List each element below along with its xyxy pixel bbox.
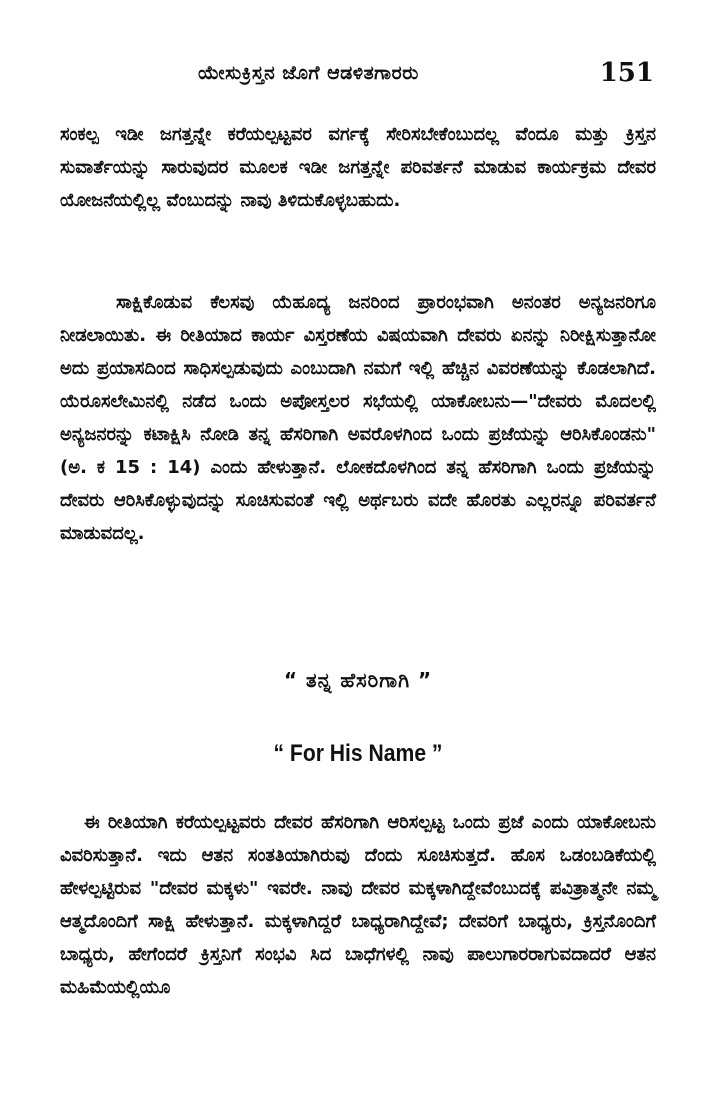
- section-heading-kannada: “ ತನ್ನ ಹೆಸರಿಗಾಗಿ ”: [283, 668, 433, 692]
- page-header: [60, 58, 656, 94]
- running-title: ಯೇಸುಕ್ರಿಸ್ತನ ಜೊಗೆ ಆಡಳಿತಗಾರರು: [198, 62, 419, 84]
- paragraph-3: ಈ ರೀತಿಯಾಗಿ ಕರೆಯಲ್ಪಟ್ಟವರು ದೇವರ ಹೆಸರಿಗಾಗಿ ಆರಿಸಲ್ಪಟ್ಟ ಒಂದು ಪ್ರಜೆ ಎಂದು ಯಾಕೋಬನು ವಿವರಿಸುತ್ತಾನೆ. ಇದು ಆತನ ಸಂತತಿಯಾಗಿರುವು ದೆಂದು ಸೂಚಿಸುತ್ತದೆ. ಹೊಸ ಒಡಂಬಡಿಕೆಯಲ್ಲಿ ಹೇಳಲ್ಪಟ್ಟಿರುವ "ದೇವರ ಮಕ್ಕಳು" ಇವರೇ. ನಾವು ದೇವರ ಮಕ್ಕಳಾಗಿದ್ದೇವೆಂಬುದಕ್ಕೆ ಪವಿತ್ರಾತ್ಮನೇ ನಮ್ಮ ಆತ್ಮದೊಂದಿಗೆ ಸಾಕ್ಷಿ ಹೇಳುತ್ತಾನೆ. ಮಕ್ಕಳಾಗಿದ್ದರೆ ಬಾಧ್ಯರಾಗಿದ್ದೇವೆ; ದೇವರಿಗೆ ಬಾಧ್ಯರು, ಕ್ರಿಸ್ತನೊಂದಿಗೆ ಬಾಧ್ಯರು, ಹೇಗೆಂದರೆ ಕ್ರಿಸ್ತನಿಗೆ ಸಂಭವಿ ಸಿದ ಬಾಧೆಗಳಲ್ಲಿ ನಾವು ಪಾಲುಗಾರರಾಗುವದಾದರೆ ಆತನ ಮಹಿಮೆಯಲ್ಲಿಯೂ: [60, 812, 656, 998]
- paragraph-2: ಸಾಕ್ಷಿಕೊಡುವ ಕೆಲಸವು ಯೆಹೂದ್ಯ ಜನರಿಂದ ಪ್ರಾರಂಭವಾಗಿ ಅನಂತರ ಅನ್ಯಜನರಿಗೂ ನೀಡಲಾಯಿತು. ಈ ರೀತಿಯಾದ ಕಾರ್ಯ ವಿಸ್ತರಣೆಯ ವಿಷಯವಾಗಿ ದೇವರು ಏನನ್ನು ನಿರೀಕ್ಷಿಸುತ್ತಾನೋ ಅದು ಪ್ರಯಾಸದಿಂದ ಸಾಧಿಸಲ್ಪಡುವುದು ಎಂಬುದಾಗಿ ನಮಗೆ ಇಲ್ಲಿ ಹೆಚ್ಚಿನ ವಿವರಣೆಯನ್ನು ಕೊಡಲಾಗಿದೆ. ಯೆರೂಸಲೇಮಿನಲ್ಲಿ ನಡೆದ ಒಂದು ಅಪೋಸ್ತಲರ ಸಭೆಯಲ್ಲಿ ಯಾಕೋಬನು—"ದೇವರು ಮೊದಲಲ್ಲಿ ಅನ್ಯಜನರನ್ನು ಕಟಾಕ್ಷಿಸಿ ನೋಡಿ ತನ್ನ ಹೆಸರಿಗಾಗಿ ಅವರೊಳಗಿಂದ ಒಂದು ಪ್ರಜೆಯನ್ನು ಆರಿಸಿಕೊಂಡನು" (ಅ. ಕ 15 : 14) ಎಂದು ಹೇಳುತ್ತಾನೆ. ಲೋಕದೊಳಗಿಂದ ತನ್ನ ಹೆಸರಿಗಾಗಿ ಒಂದು ಪ್ರಜೆಯನ್ನು ದೇವರು ಆರಿಸಿಕೊಳ್ಳುವುದನ್ನು ಸೂಚಿಸುವಂತೆ ಇಲ್ಲಿ ಅರ್ಥಬರು ವದೇ ಹೊರತು ಎಲ್ಲರನ್ನೂ ಪರಿವರ್ತನೆ ಮಾಡುವದಲ್ಲ.: [60, 292, 656, 544]
- section-heading-english: “ For His Name ”: [273, 740, 443, 767]
- paragraph-1: ಸಂಕಲ್ಪ ಇಡೀ ಜಗತ್ತನ್ನೇ ಕರೆಯಲ್ಪಟ್ಟವರ ವರ್ಗಕ್ಕೆ ಸೇರಿಸಬೇಕೆಂಬುದಲ್ಲ ವೆಂದೂ ಮತ್ತು ಕ್ರಿಸ್ತನ ಸುವಾರ್ತೆಯನ್ನು ಸಾರುವುದರ ಮೂಲಕ ಇಡೀ ಜಗತ್ತನ್ನೇ ಪರಿವರ್ತನೆ ಮಾಡುವ ಕಾರ್ಯಕ್ರಮ ದೇವರ ಯೋಜನೆಯಲ್ಲಿಲ್ಲ ವೆಂಬುದನ್ನು ನಾವು ತಿಳಿದುಕೊಳ್ಳಬಹುದು.: [60, 124, 656, 211]
- page-number: 151: [599, 58, 654, 88]
